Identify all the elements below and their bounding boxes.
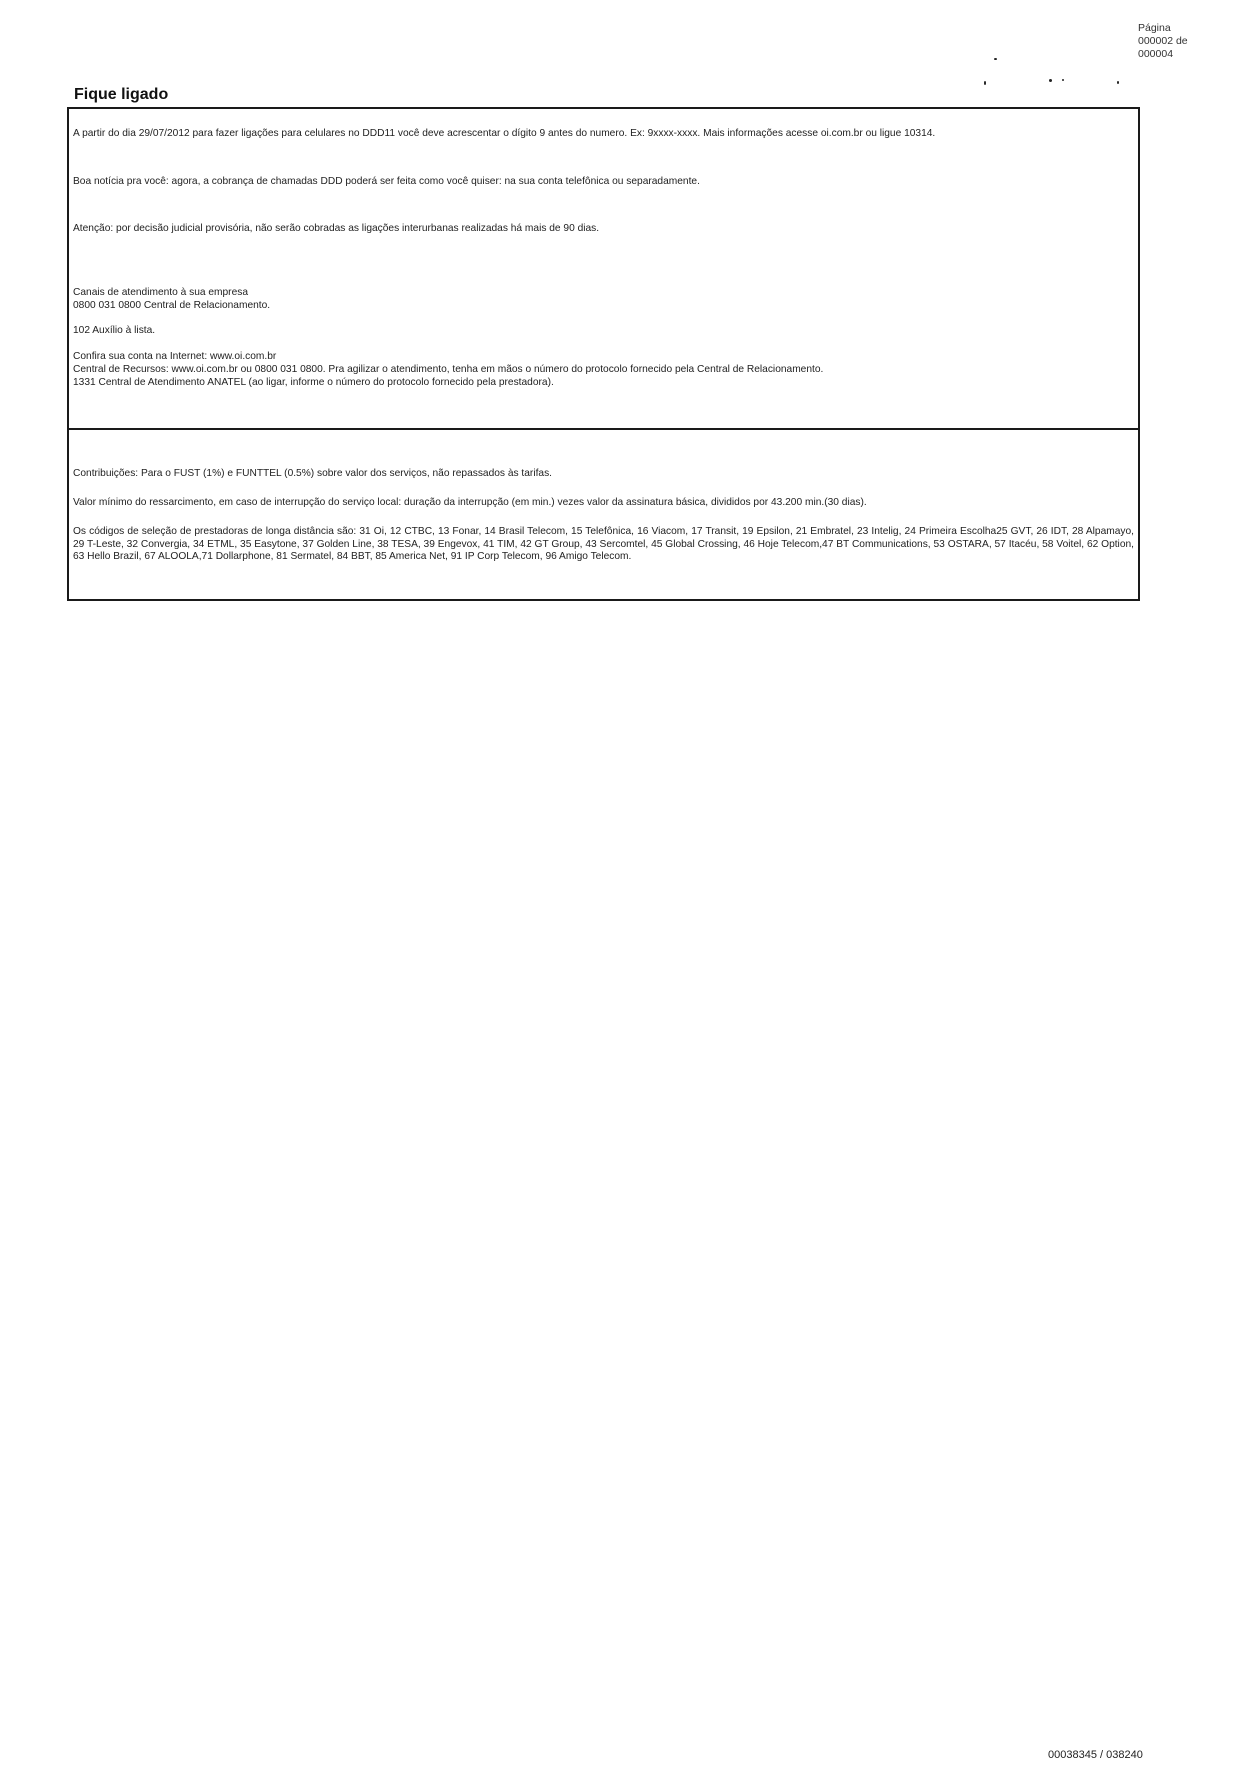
judicial-notice: Atenção: por decisão judicial provisória, não serão cobradas as ligações interurbanas realizadas há mais de 90 dias. [73,223,600,234]
anatel-center: 1331 Central de Atendimento ANATEL (ao ligar, informe o número do protocolo fornecido pela prestadora). [73,377,554,388]
relationship-center: 0800 031 0800 Central de Relacionamento. [73,300,271,311]
refund-note: Valor mínimo do ressarcimento, em caso de interrupção do serviço local: duração da interrupção (em min.) vezes valor da assinatura básica, divididos por 43.200 min.(30 dias). [73,497,867,508]
page-of: 000002 de [1138,35,1188,47]
info-box [67,107,1140,430]
document-code: 00038345 / 038240 [1048,1749,1143,1761]
scan-speck [1049,79,1052,82]
regulatory-box [67,428,1140,601]
scan-speck [1117,81,1119,84]
scan-speck [984,81,986,85]
directory-assistance: 102 Auxílio à lista. [73,325,156,336]
ddd-billing-notice: Boa notícia pra você: agora, a cobrança de chamadas DDD poderá ser feita como você quiser: na sua conta telefônica ou separadamente. [73,176,700,187]
section-title: Fique ligado [74,86,169,103]
page-label: Página [1138,22,1171,34]
online-bill: Confira sua conta na Internet: www.oi.com.br [73,351,277,362]
ddd11-notice: A partir do dia 29/07/2012 para fazer ligações para celulares no DDD11 você deve acrescentar o dígito 9 antes do numero. Ex: 9xxxx-xxxx. Mais informações acesse oi.com.br ou ligue 10314. [73,128,936,139]
contributions-note: Contribuições: Para o FUST (1%) e FUNTTEL (0.5%) sobre valor dos serviços, não repassados às tarifas. [73,468,553,479]
page-total: 000004 [1138,48,1174,60]
carrier-codes: Os códigos de seleção de prestadoras de longa distância são: 31 Oi, 12 CTBC, 13 Fonar, 14 Brasil Telecom, 15 Telefônica, 16 Viacom, 17 Transit, 19 Epsilon, 21 Embratel, 23 Intelig, 24 Primeira Escolha25 GVT, 26 IDT, 28 Alpamayo, 29 T-Leste, 32 Convergia, 34 ETML, 35 Easytone, 37 Golden Line, 38 TESA, 39 Engevox, 41 TIM, 42 GT Group, 43 Sercomtel, 45 Global Crossing, 46 Hoje Telecom,47 BT Communications, 53 OSTARA, 57 Itacéu, 58 Voitel, 62 Option, 63 Hello Brazil, 67 ALOOLA,71 Dollarphone, 81 Sermatel, 84 BBT, 85 America Net, 91 IP Corp Telecom, 96 Amigo Telecom. [73,526,1134,562]
page-number [1138,22,1188,61]
scan-speck [1062,79,1064,81]
channels-heading: Canais de atendimento à sua empresa [73,287,248,298]
resource-center: Central de Recursos: www.oi.com.br ou 0800 031 0800. Pra agilizar o atendimento, tenha em mãos o número do protocolo fornecido pela Central de Relacionamento. [73,364,824,375]
scan-speck [994,58,997,60]
